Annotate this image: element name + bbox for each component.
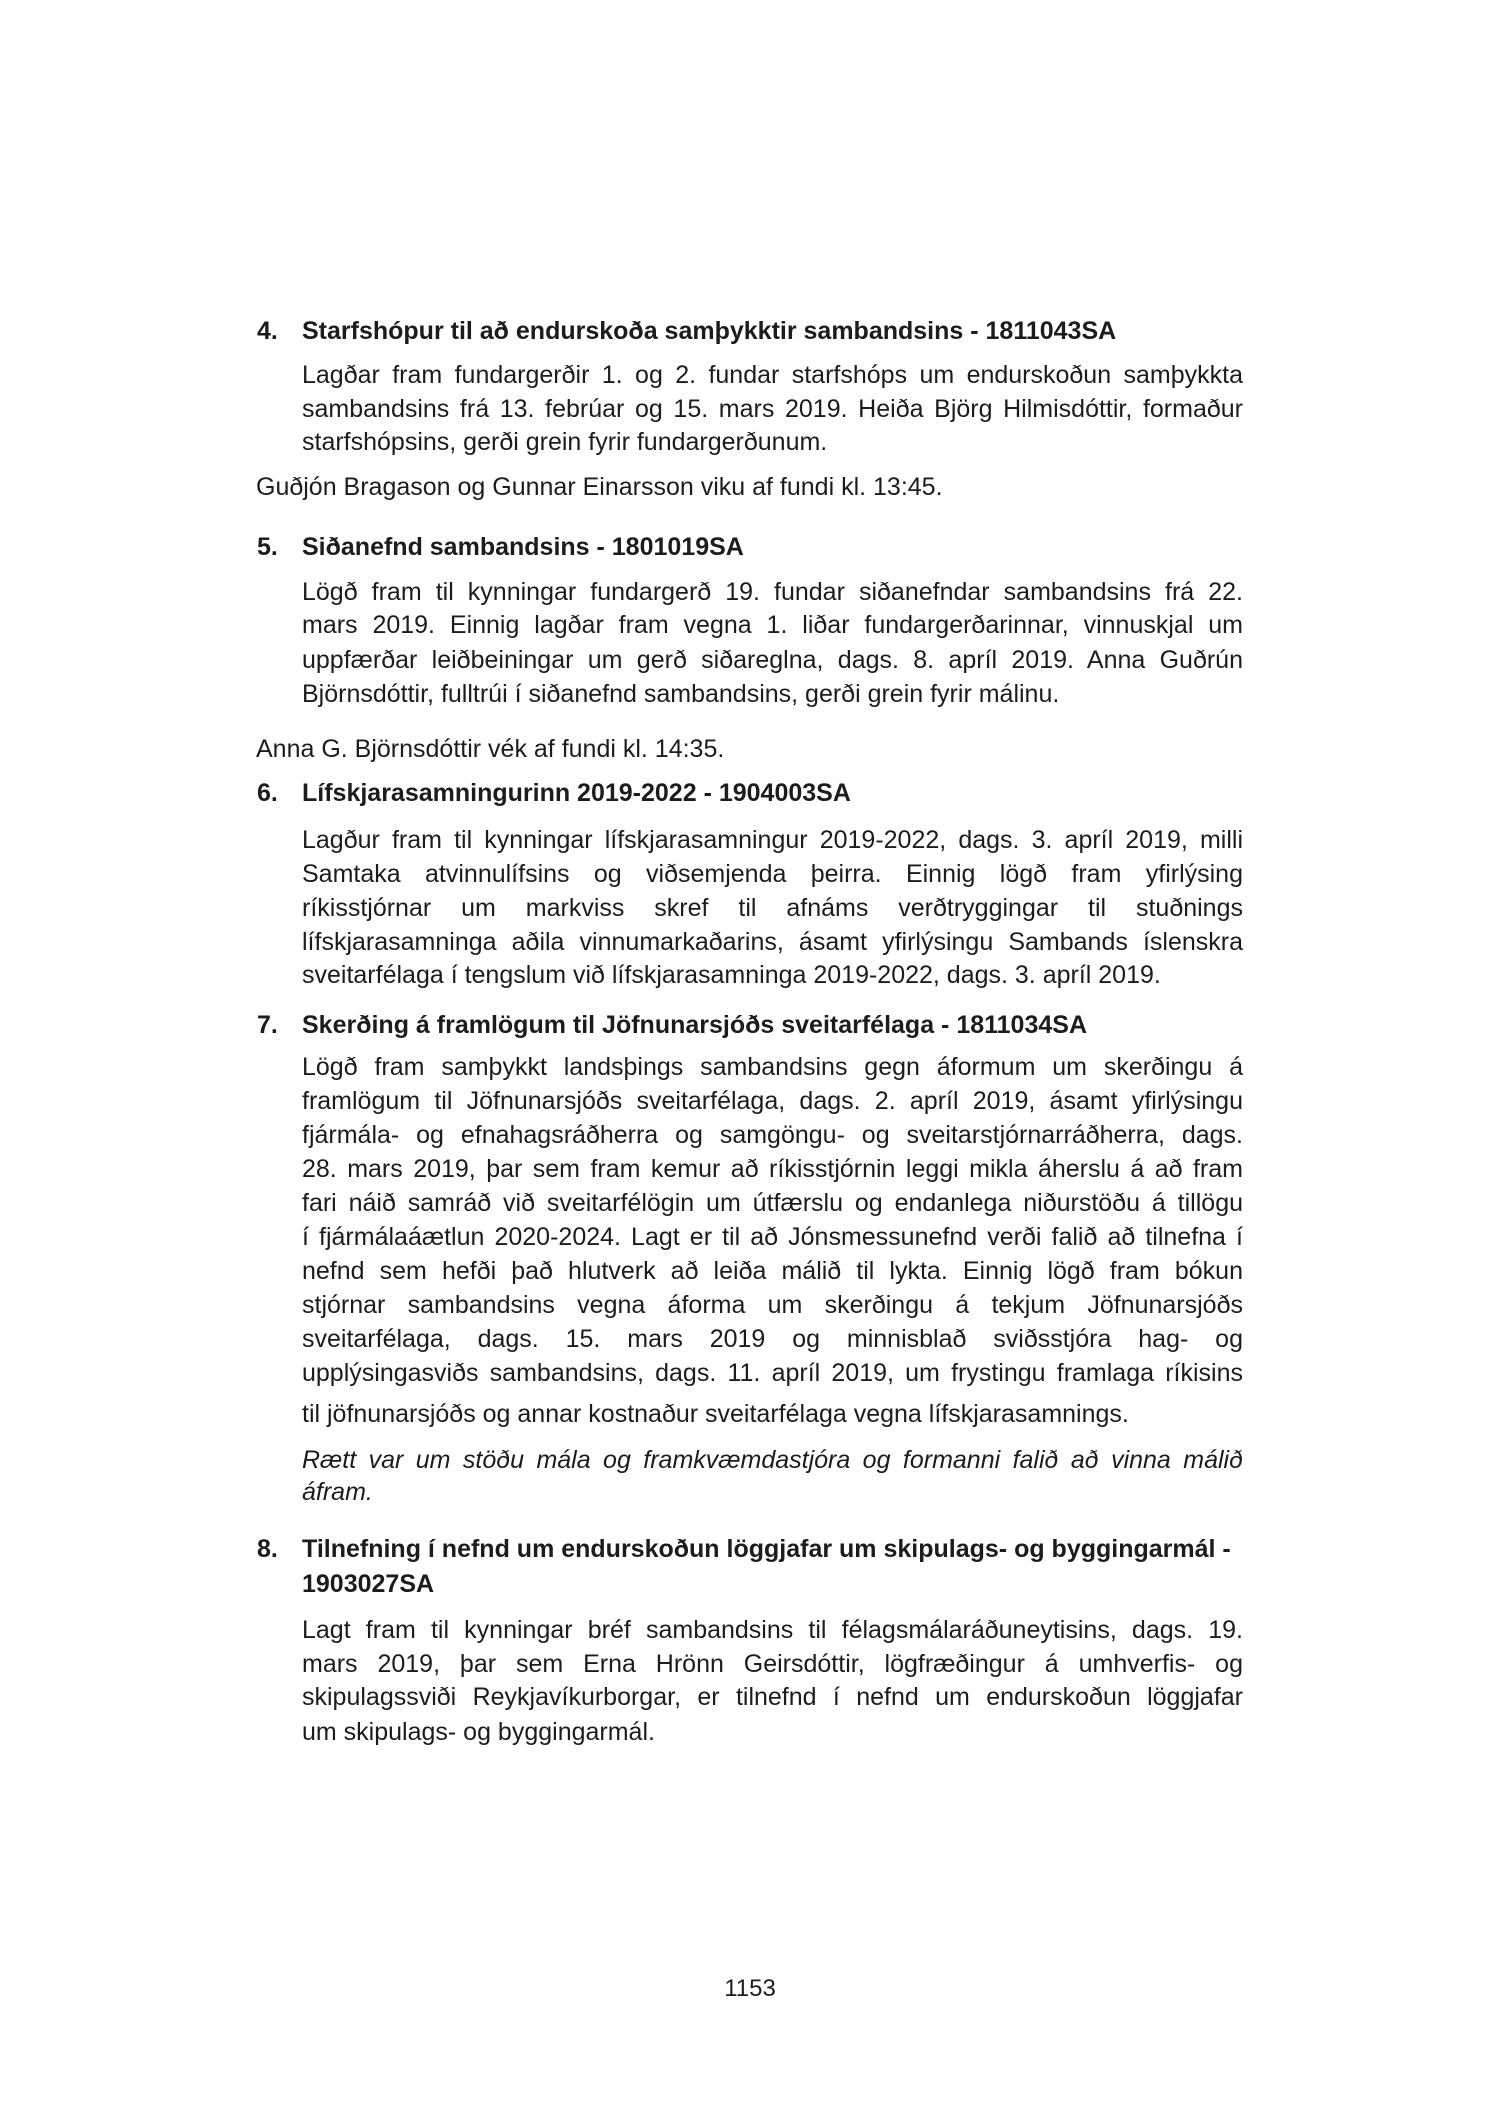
minutes-note: Anna G. Björnsdóttir vék af fundi kl. 14:35. <box>256 735 725 763</box>
item-title: Tilnefning í nefnd um endurskoðun löggjafar um skipulags- og byggingarmál - <box>302 1535 1231 1563</box>
item-title: Skerðing á framlögum til Jöfnunarsjóðs sveitarfélaga - 1811034SA <box>302 1011 1087 1039</box>
body-line: í fjármálaáætlun 2020-2024. Lagt er til að Jónsmessunefnd verði falið að tilnefna í <box>302 1223 1243 1251</box>
body-line: Lagt fram til kynningar bréf sambandsins til félagsmálaráðuneytisins, dags. 19. <box>302 1616 1243 1644</box>
body-line: Lagðar fram fundargerðir 1. og 2. fundar starfshóps um endurskoðun samþykkta <box>302 361 1243 389</box>
item-title: Siðanefnd sambandsins - 1801019SA <box>302 533 744 561</box>
item-title: Lífskjarasamningurinn 2019-2022 - 1904003SA <box>302 779 851 807</box>
page-number: 1153 <box>724 1975 776 2002</box>
body-line: sveitarfélaga í tengslum við lífskjarasamninga 2019-2022, dags. 3. apríl 2019. <box>302 961 1161 989</box>
body-line: Samtaka atvinnulífsins og viðsemjenda þeirra. Einnig lögð fram yfirlýsing <box>302 860 1243 888</box>
body-line: til jöfnunarsjóðs og annar kostnaður sveitarfélaga vegna lífskjarasamnings. <box>302 1400 1129 1428</box>
body-line: Lagður fram til kynningar lífskjarasamningur 2019-2022, dags. 3. apríl 2019, milli <box>302 826 1243 854</box>
body-line: Björnsdóttir, fulltrúi í siðanefnd sambandsins, gerði grein fyrir málinu. <box>302 680 1060 708</box>
body-line: ríkisstjórnar um markviss skref til afnáms verðtryggingar til stuðnings <box>302 894 1243 922</box>
body-line: mars 2019, þar sem Erna Hrönn Geirsdóttir, lögfræðingur á umhverfis- og <box>302 1650 1243 1678</box>
body-line: starfshópsins, gerði grein fyrir fundargerðunum. <box>302 428 828 456</box>
item-title-continued: 1903027SA <box>302 1570 435 1598</box>
conclusion-line: áfram. <box>302 1478 373 1506</box>
item-number: 5. <box>257 533 278 561</box>
item-number: 8. <box>257 1535 278 1563</box>
body-line: sambandsins frá 13. febrúar og 15. mars 2019. Heiða Björg Hilmisdóttir, formaður <box>302 395 1243 423</box>
conclusion-line: Rætt var um stöðu mála og framkvæmdastjóra og formanni falið að vinna málið <box>302 1446 1243 1474</box>
body-line: sveitarfélaga, dags. 15. mars 2019 og minnisblað sviðsstjóra hag- og <box>302 1325 1243 1353</box>
body-line: skipulagssviði Reykjavíkurborgar, er tilnefnd í nefnd um endurskoðun löggjafar <box>302 1683 1243 1711</box>
item-number: 4. <box>257 317 278 345</box>
body-line: um skipulags- og byggingarmál. <box>302 1718 655 1746</box>
minutes-note: Guðjón Bragason og Gunnar Einarsson viku af fundi kl. 13:45. <box>256 473 943 501</box>
item-number: 7. <box>257 1011 278 1039</box>
body-line: framlögum til Jöfnunarsjóðs sveitarfélaga, dags. 2. apríl 2019, ásamt yfirlýsingu <box>302 1087 1243 1115</box>
body-line: fari náið samráð við sveitarfélögin um útfærslu og endanlega niðurstöðu á tillögu <box>302 1189 1243 1217</box>
item-number: 6. <box>257 779 278 807</box>
body-line: 28. mars 2019, þar sem fram kemur að ríkisstjórnin leggi mikla áherslu á að fram <box>302 1155 1243 1183</box>
body-line: uppfærðar leiðbeiningar um gerð siðareglna, dags. 8. apríl 2019. Anna Guðrún <box>302 646 1243 674</box>
body-line: fjármála- og efnahagsráðherra og samgöngu- og sveitarstjórnarráðherra, dags. <box>302 1121 1243 1149</box>
body-line: upplýsingasviðs sambandsins, dags. 11. apríl 2019, um frystingu framlaga ríkisins <box>302 1359 1243 1387</box>
body-line: nefnd sem hefði það hlutverk að leiða málið til lykta. Einnig lögð fram bókun <box>302 1257 1243 1285</box>
body-line: Lögð fram til kynningar fundargerð 19. fundar siðanefndar sambandsins frá 22. <box>302 578 1243 606</box>
body-line: stjórnar sambandsins vegna áforma um skerðingu á tekjum Jöfnunarsjóðs <box>302 1291 1243 1319</box>
body-line: lífskjarasamninga aðila vinnumarkaðarins, ásamt yfirlýsingu Sambands íslenskra <box>302 928 1243 956</box>
body-line: mars 2019. Einnig lagðar fram vegna 1. liðar fundargerðarinnar, vinnuskjal um <box>302 611 1243 639</box>
body-line: Lögð fram samþykkt landsþings sambandsins gegn áformum um skerðingu á <box>302 1053 1243 1081</box>
item-title: Starfshópur til að endurskoða samþykktir sambandsins - 1811043SA <box>302 317 1117 345</box>
